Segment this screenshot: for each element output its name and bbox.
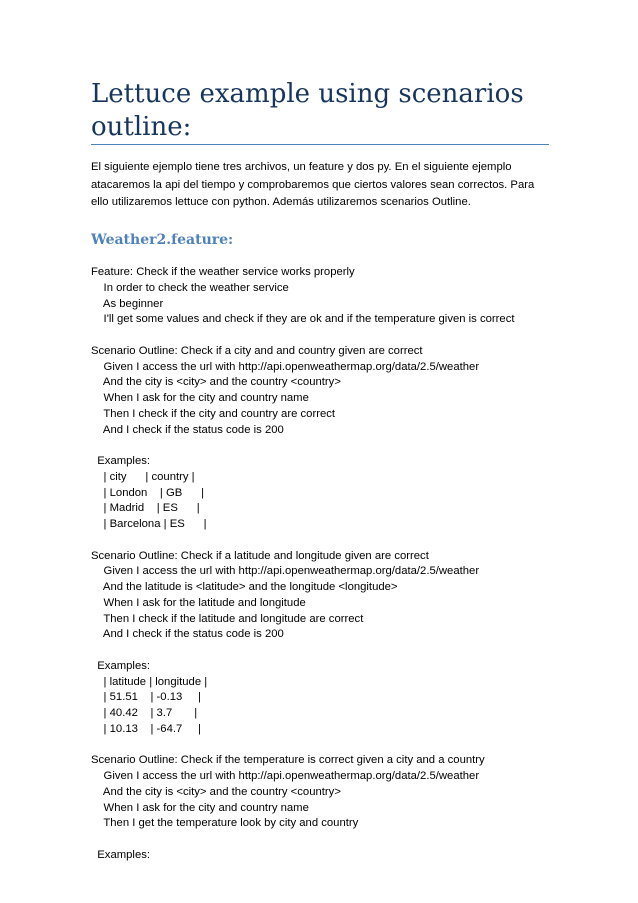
feature-line: | city | country |: [91, 470, 195, 483]
feature-line: Then I check if the city and country are correct: [91, 407, 336, 420]
page-title: Lettuce example using scenarios outline:: [91, 79, 524, 142]
feature-line: And the latitude is <latitude> and the longitude <longitude>: [91, 581, 398, 593]
feature-line: [91, 832, 561, 848]
feature-line: Given I access the url with http://api.openweathermap.org/data/2.5/weather: [91, 565, 480, 578]
feature-line: And the city is <city> and the country <country>: [91, 376, 341, 389]
feature-line: Scenario Outline: Check if a latitude and longitude given are correct: [91, 549, 429, 562]
feature-line: [91, 643, 561, 659]
feature-file-heading: Weather2.feature:: [91, 232, 234, 248]
feature-line: As beginner: [91, 297, 164, 310]
feature-line: Scenario Outline: Check if a city and and country given are correct: [91, 344, 423, 357]
feature-line: When I ask for the city and country name: [91, 801, 309, 814]
feature-line: And I check if the status code is 200: [91, 628, 284, 641]
feature-line: When I ask for the city and country name: [91, 392, 309, 404]
feature-line: | 10.13 | -64.7 |: [91, 722, 201, 735]
feature-line: I'll get some values and check if they are ok and if the temperature given is correct: [91, 313, 515, 326]
feature-line: In order to check the weather service: [91, 281, 289, 294]
feature-line: | latitude | longitude |: [91, 675, 208, 688]
feature-line: Then I get the temperature look by city and country: [91, 817, 359, 830]
feature-line: Given I access the url with http://api.openweathermap.org/data/2.5/weather: [91, 770, 480, 782]
feature-line: [91, 738, 561, 754]
feature-line: Feature: Check if the weather service works properly: [91, 266, 355, 278]
feature-line: | Barcelona | ES |: [91, 518, 207, 530]
feature-line: [91, 328, 561, 344]
title-divider: [91, 144, 549, 145]
feature-line: Examples:: [91, 455, 151, 467]
feature-line: | 51.51 | -0.13 |: [91, 691, 201, 704]
feature-line: Then I check if the latitude and longitude are correct: [91, 612, 364, 625]
feature-line: | 40.42 | 3.7 |: [91, 707, 198, 719]
feature-line: Examples:: [91, 659, 151, 672]
feature-line: | Madrid | ES |: [91, 502, 200, 515]
feature-file-content: [91, 265, 561, 864]
feature-line: And the city is <city> and the country <country>: [91, 785, 341, 798]
feature-line: [91, 438, 561, 454]
intro-paragraph: El siguiente ejemplo tiene tres archivos, un feature y dos py. En el siguiente ejemplo atacaremos la api del tiempo y comprobaremos que ciertos valores sean correctos. Para ello utilizaremos lettuce con python. Además utilizaremos scenarios Outline.: [91, 161, 535, 208]
feature-line: When I ask for the latitude and longitude: [91, 596, 306, 609]
feature-line: And I check if the status code is 200: [91, 423, 284, 436]
feature-line: Given I access the url with http://api.openweathermap.org/data/2.5/weather: [91, 360, 480, 373]
feature-line: | London | GB |: [91, 486, 205, 499]
feature-line: [91, 533, 561, 549]
feature-line: Scenario Outline: Check if the temperature is correct given a city and a country: [91, 754, 485, 767]
feature-line: Examples:: [91, 848, 151, 861]
